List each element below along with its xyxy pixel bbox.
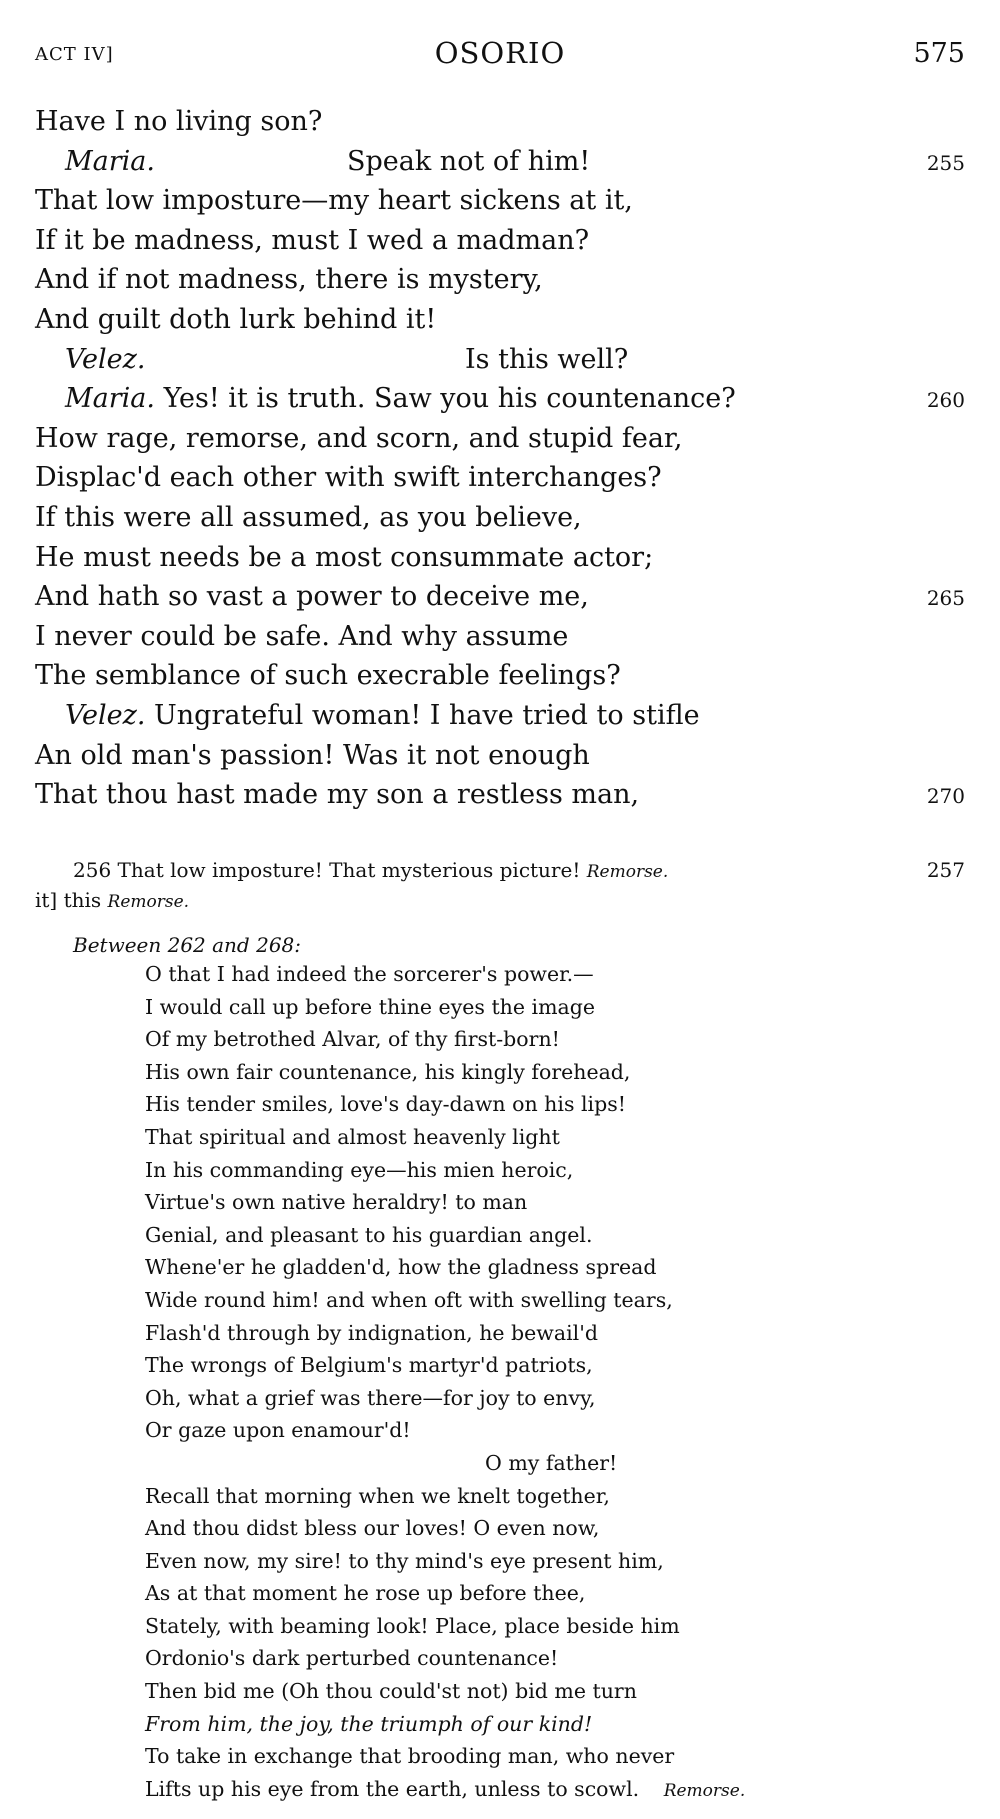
verse-line bbox=[35, 736, 965, 776]
verse-line: Then bid me (Oh thou could'st not) bid me turn bbox=[145, 1679, 637, 1704]
verse-line bbox=[35, 538, 965, 578]
line-text: Ungrateful woman! I have tried to stifle bbox=[154, 699, 700, 731]
line-number: 260 bbox=[926, 388, 965, 413]
speaker-name: Velez. bbox=[65, 343, 146, 375]
verse-line: In his commanding eye—his mien heroic, bbox=[145, 1157, 574, 1182]
page-number: 575 bbox=[913, 38, 965, 69]
verse-line: Stately, with beaming look! Place, place beside him bbox=[145, 1613, 680, 1638]
line-text: Is this well? bbox=[465, 343, 629, 375]
footnote-lemma: it] bbox=[35, 888, 58, 912]
speaker-name: Maria. bbox=[65, 383, 155, 415]
verse-line bbox=[35, 340, 965, 380]
footnote-source: Remorse. bbox=[586, 862, 669, 882]
verse-line bbox=[35, 419, 965, 459]
footnote-number: 257 bbox=[926, 858, 965, 882]
verse-line bbox=[35, 656, 965, 696]
speaker-name: Velez. bbox=[65, 699, 146, 731]
line-text: That low imposture—my heart sickens at it, bbox=[35, 185, 633, 217]
footnote-number: 256 bbox=[73, 858, 112, 882]
line-number: 265 bbox=[926, 586, 965, 611]
footnote-line bbox=[35, 885, 965, 915]
line-number: 270 bbox=[926, 784, 965, 809]
line-text: If this were all assumed, as you believe, bbox=[35, 501, 582, 533]
verse-line: Flash'd through by indignation, he bewail'd bbox=[145, 1320, 598, 1345]
verse-line: Ordonio's dark perturbed countenance! bbox=[145, 1646, 559, 1671]
speaker-name: Maria. bbox=[65, 145, 155, 177]
page-title: OSORIO bbox=[434, 36, 566, 70]
variant-label: Between 262 and 268: bbox=[73, 933, 302, 957]
verse-line bbox=[35, 498, 965, 538]
line-text: That thou hast made my son a restless man, bbox=[35, 779, 640, 811]
verse-line: Of my betrothed Alvar, of thy first-born! bbox=[145, 1027, 560, 1052]
verse-line bbox=[35, 300, 965, 340]
verse-line bbox=[35, 379, 965, 419]
footnote-source: Remorse. bbox=[107, 892, 190, 912]
verse-line: From him, the joy, the triumph of our kind! bbox=[145, 1711, 593, 1736]
verse-line: Wide round him! and when oft with swelling tears, bbox=[145, 1287, 673, 1312]
line-text: Yes! it is truth. Saw you his countenance? bbox=[163, 383, 736, 415]
line-number: 255 bbox=[926, 150, 965, 175]
verse-line bbox=[145, 1773, 965, 1806]
line-text: And if not madness, there is mystery, bbox=[35, 264, 543, 296]
line-text: Have I no living son? bbox=[35, 106, 323, 137]
verse-line: To take in exchange that brooding man, who never bbox=[145, 1744, 675, 1769]
line-text: How rage, remorse, and scorn, and stupid fear, bbox=[35, 422, 683, 454]
verse-line: That spiritual and almost heavenly light bbox=[145, 1124, 560, 1149]
line-text: I never could be safe. And why assume bbox=[35, 620, 569, 652]
line-text: The semblance of such execrable feelings? bbox=[35, 660, 621, 692]
verse-line bbox=[35, 696, 965, 736]
act-label: ACT IV] bbox=[35, 44, 114, 65]
verse-line: Recall that morning when we knelt together, bbox=[145, 1483, 610, 1508]
play-text bbox=[35, 102, 965, 815]
verse-line: Or gaze upon enamour'd! bbox=[145, 1418, 411, 1443]
verse-line: Whene'er he gladden'd, how the gladness spread bbox=[145, 1255, 657, 1280]
verse-line bbox=[35, 181, 965, 221]
footnote-text: That low imposture! That mysterious picture! bbox=[117, 858, 581, 882]
verse-line bbox=[35, 577, 965, 617]
verse-line: O my father! bbox=[485, 1450, 618, 1475]
line-text: If it be madness, must I wed a madman? bbox=[35, 224, 590, 256]
running-header bbox=[35, 36, 965, 76]
verse-line bbox=[35, 775, 965, 815]
verse-line: Genial, and pleasant to his guardian angel. bbox=[145, 1222, 593, 1247]
verse-line: I would call up before thine eyes the image bbox=[145, 994, 595, 1019]
verse-line bbox=[35, 458, 965, 498]
verse-text: Lifts up his eye from the earth, unless to scowl. bbox=[145, 1776, 640, 1801]
verse-line: And thou didst bless our loves! O even now, bbox=[145, 1516, 600, 1541]
line-text: An old man's passion! Was it not enough bbox=[35, 739, 590, 771]
footnotes bbox=[35, 855, 965, 961]
footnote-line bbox=[35, 855, 965, 885]
line-text: Speak not of him! bbox=[347, 145, 591, 177]
line-text: And hath so vast a power to deceive me, bbox=[35, 581, 589, 613]
verse-line bbox=[35, 102, 965, 142]
verse-line: Even now, my sire! to thy mind's eye present him, bbox=[145, 1548, 664, 1573]
verse-line bbox=[35, 221, 965, 261]
verse-line: Virtue's own native heraldry! to man bbox=[145, 1190, 528, 1215]
verse-line: His tender smiles, love's day-dawn on his lips! bbox=[145, 1092, 626, 1117]
verse-line: The wrongs of Belgium's martyr'd patriots, bbox=[145, 1353, 593, 1378]
verse-line: O that I had indeed the sorcerer's power.— bbox=[145, 962, 594, 986]
verse-line bbox=[35, 260, 965, 300]
line-text: He must needs be a most consummate actor; bbox=[35, 541, 654, 573]
line-text: Displac'd each other with swift interchanges? bbox=[35, 462, 662, 494]
verse-line: As at that moment he rose up before thee, bbox=[145, 1581, 586, 1606]
verse-line: His own fair countenance, his kingly forehead, bbox=[145, 1059, 631, 1084]
verse-source: Remorse. bbox=[663, 1780, 746, 1801]
verse-line bbox=[35, 617, 965, 657]
verse-line: Oh, what a grief was there—for joy to envy, bbox=[145, 1385, 596, 1410]
variant-verse bbox=[145, 958, 965, 1805]
footnote-text: this bbox=[63, 888, 102, 912]
verse-line bbox=[35, 142, 965, 182]
line-text: And guilt doth lurk behind it! bbox=[35, 303, 437, 335]
